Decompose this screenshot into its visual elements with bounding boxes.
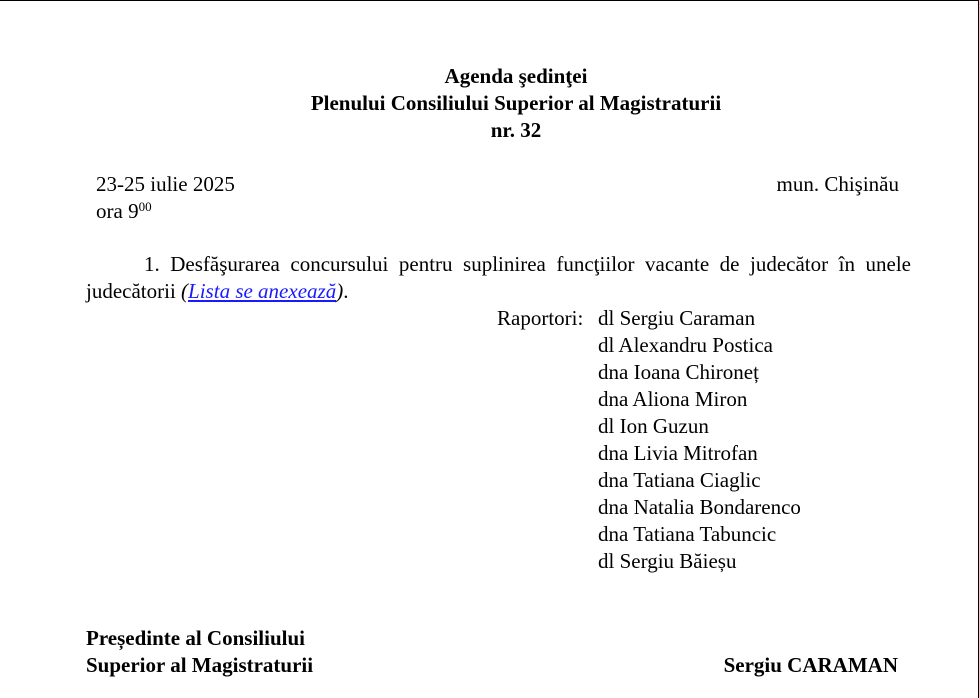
rapporteur-name: dl Ion Guzun [598,414,709,438]
agenda-title: Agenda şedinţei [444,64,588,88]
agenda-item-period: . [343,279,349,303]
rapporteur-name: dna Tatiana Ciaglic [598,468,761,492]
link-open-paren: ( [181,279,189,303]
meeting-date: 23-25 iulie 2025 [96,172,235,196]
rapporteur-name: dl Alexandru Postica [598,333,773,357]
rapporteur-name: dna Natalia Bondarenco [598,495,801,519]
rapporteur-name: dna Ioana Chironeț [598,360,759,384]
rapporteur-name: dl Sergiu Caraman [598,306,756,330]
rapporteur-name: dna Tatiana Tabuncic [598,522,777,546]
signatory-name: Sergiu CARAMAN [723,653,898,677]
agenda-item-text: 1. Desfăşurarea concursului pentru suplinirea funcţiilor vacante de judecător în unele judecătorii [86,252,911,303]
rapporteur-name: dna Livia Mitrofan [598,441,758,465]
hour-text: ora 9 [96,199,139,223]
rapporteurs-label: Raportori: [497,306,584,330]
rapporteur-name: dna Aliona Miron [598,387,748,411]
agenda-number: nr. 32 [490,118,542,142]
agenda-item-1 [86,251,911,305]
meeting-hour [96,198,152,225]
rapporteur-name: dl Sergiu Băieșu [598,549,737,573]
agenda-subtitle: Plenului Consiliului Superior al Magistraturii [310,91,722,115]
meeting-place: mun. Chişinău [776,172,899,196]
president-title-line1: Președinte al Consiliului [86,626,305,650]
hour-minutes: 00 [138,199,152,214]
annex-list-link[interactable]: Lista se anexează [188,279,337,303]
president-title-line2: Superior al Magistraturii [86,653,314,677]
rapporteurs-list [598,305,801,575]
link-close-paren: ) [336,279,344,303]
